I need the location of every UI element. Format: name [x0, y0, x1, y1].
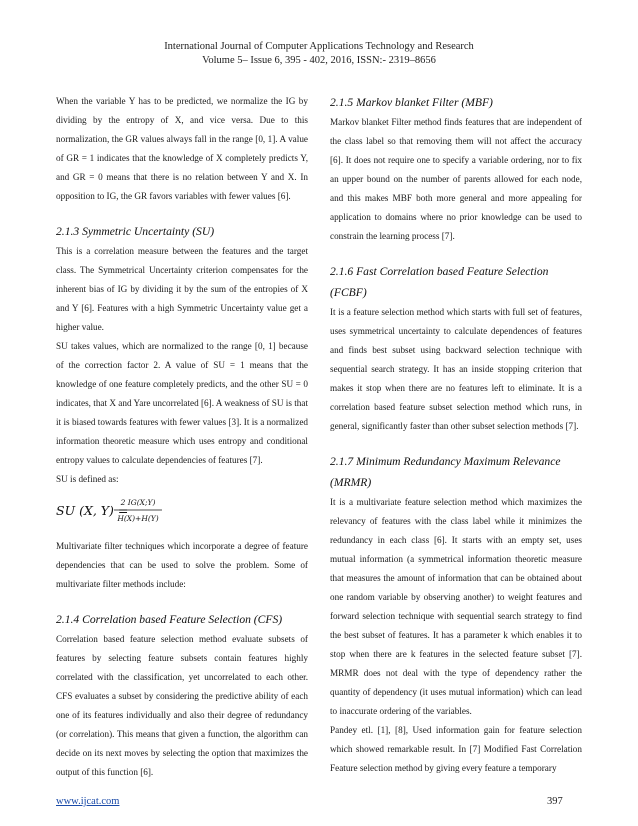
su-formula-svg — [56, 493, 196, 529]
su-formula — [56, 491, 308, 531]
journal-volume: Volume 5– Issue 6, 395 - 402, 2016, ISSN:- 2319–8656 — [202, 55, 436, 66]
journal-website-link[interactable]: www.ijcat.com — [56, 796, 120, 807]
paragraph-su-intro: This is a correlation measure between the features and the target class. The Symmetrical Uncertainty criterion compensates for the inherent bias of IG by dividing it by the sum of the entropies of X and Y [6]. Features with a high Symmetric Uncertainty value get a higher value. — [56, 246, 308, 332]
formula-lhs: SU (X, Y) = — [56, 503, 129, 518]
paragraph-multivariate: Multivariate filter techniques which incorporate a degree of feature dependencies that can be used to solve the problem. Some of multivariate filter methods include: — [56, 541, 308, 589]
journal-title: International Journal of Computer Applications Technology and Research — [164, 41, 474, 52]
paragraph-mrmr: It is a multivariate feature selection method which maximizes the relevancy of features with the class label while it minimizes the redundancy in each class [6]. It starts with an empty set, uses mutual information (a symmetrical information theoretic measure that measures the amount of information that can be obtained about one random variable by observing another) to weight features and forward selection technique with sequential search strategy to find the best subset of features. It has a parameter k which enables it to stop when there are k features in the selected feature subset [7]. MRMR does not deal with the type of dependency rather the quantity of dependency (it uses mutual information) which can lead to inaccurate ordering of the variables. — [330, 497, 582, 716]
left-column — [56, 92, 308, 782]
paragraph-gain-ratio: When the variable Y has to be predicted, we normalize the IG by dividing by the entropy of X, and vice versa. Due to this normalization, the GR values always fall in the range [0, 1]. A value of GR = 1 indicates that the knowledge of X completely predicts Y, and GR = 0 means that there is no relation between Y and X. In opposition to IG, the GR favors variables with fewer values [6]. — [56, 96, 308, 201]
formula-denominator: H(X)+H(Y) — [117, 514, 159, 523]
journal-header — [0, 40, 638, 68]
paragraph-pandey: Pandey etl. [1], [8], Used information gain for feature selection which showed remarkable result. In [7] Modified Fast Correlation Feature selection method by giving every feature a temporary — [330, 725, 582, 773]
right-column — [330, 92, 582, 778]
heading-mrmr: 2.1.7 Minimum Redundancy Maximum Relevance (MRMR) — [330, 455, 561, 489]
page-number: 397 — [547, 796, 563, 807]
formula-numerator: 2 IG(X;Y) — [120, 498, 156, 507]
heading-fcbf: 2.1.6 Fast Correlation based Feature Selection (FCBF) — [330, 265, 549, 299]
heading-mbf: 2.1.5 Markov blanket Filter (MBF) — [330, 96, 493, 109]
paragraph-fcbf: It is a feature selection method which starts with full set of features, uses symmetrical uncertainty to calculate dependences of features and finds best subset using backward selection technique with sequential search strategy. It has an inside stopping criterion that makes it stop when there are no features left to eliminate. It is a correlation based feature subset selection method which runs, in general, significantly faster than other subset selection methods [7]. — [330, 307, 582, 431]
heading-cfs: 2.1.4 Correlation based Feature Selection (CFS) — [56, 613, 283, 626]
paragraph-su-defined: SU is defined as: — [56, 474, 119, 484]
paragraph-cfs: Correlation based feature selection method evaluate subsets of features by selecting feature subsets contain features highly correlated with the classification, yet uncorrelated to each other. CFS evaluates a subset by considering the predictive ability of each one of its features individually and also their degree of redundancy (or correlation). This means that given a function, the algorithm can decide on its next moves by selecting the option that maximizes the output of this function [6]. — [56, 634, 308, 777]
paragraph-mbf: Markov blanket Filter method finds features that are independent of the class label so that removing them will not affect the accuracy [6]. It does not require one to specify a variable ordering, nor to fix an upper bound on the number of parents allowed for each node, and this makes MBF both more general and more appealing for application to domains where no prior knowledge can be used to constrain the learning process [7]. — [330, 117, 582, 241]
paragraph-su-range: SU takes values, which are normalized to the range [0, 1] because of the correction factor 2. A value of SU = 1 means that the knowledge of one feature completely predicts, and the other SU = 0 indicates, that X and Yare uncorrelated [6]. A weakness of SU is that it is biased towards features with fewer values [3]. It is a normalized information theoretic measure which uses entropy and conditional entropy values to calculate dependencies of features [7]. — [56, 341, 308, 465]
heading-symmetric-uncertainty: 2.1.3 Symmetric Uncertainty (SU) — [56, 225, 215, 238]
